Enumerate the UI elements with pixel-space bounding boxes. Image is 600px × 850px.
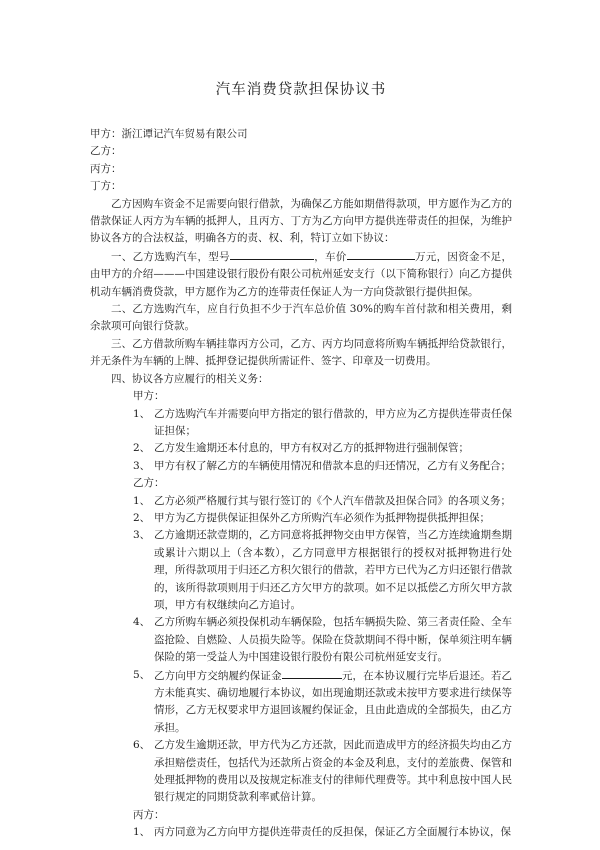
parties-block: [90, 126, 512, 196]
party-yi: [90, 143, 512, 160]
item-text: 乙方发生逾期还本付息的，甲方有权对乙方的抵押物进行强制保管；: [154, 442, 469, 455]
item-text: 甲方为乙方提供保证担保外乙方所购汽车必须作为抵押物提供抵押担保；: [154, 511, 490, 524]
item-text: 乙方选购汽车并需要向甲方指定的银行借款的，甲方应为乙方提供连带责任保证担保；: [154, 407, 512, 437]
deposit-text-part1: 乙方向甲方交纳履约保证金: [154, 669, 282, 682]
item-number: 5、: [133, 668, 151, 681]
clause-1: [90, 248, 512, 301]
item-number: 3、: [133, 529, 151, 542]
party-jia: [90, 126, 512, 143]
yi-obligation-item: [90, 527, 512, 614]
party-yi-label: 乙方：: [90, 145, 122, 158]
yi-obligation-item: [90, 493, 512, 510]
bing-obligations-heading: 丙方：: [133, 808, 165, 821]
document-title: 汽车消费贷款担保协议书: [215, 82, 387, 98]
item-number: 1、: [133, 826, 151, 839]
yi-obligation-item: [90, 614, 512, 666]
item-text: 乙方所购车辆必须投保机动车辆保险，包括车辆损失险、第三者责任险、全车盗抢险、自燃险、人员损失险等。保险在贷款期间不得中断，保单须注明车辆保险的第一受益人为中国建设银行股份有限公司杭州延安支行。: [154, 616, 512, 664]
jia-obligation-item: [90, 406, 512, 441]
clause-2: 二、乙方选购汽车，应自行负担不少于汽车总价值 30%的购车首付款和相关费用，剩余款项可向银行贷款。: [90, 303, 512, 333]
yi-obligation-item: [90, 737, 512, 807]
item-text: 乙方逾期还款壹期的，乙方同意将抵押物交由甲方保管，当乙方连续逾期叁期或累计六期以上（含本数），乙方同意甲方根据银行的授权对抵押物进行处理，所得款项用于归还乙方积欠银行的借款，若甲方已代为乙方归还银行借款的，该所得款项则用于归还乙方欠甲方的款项。如不足以抵偿乙方所欠甲方款项，甲方有权继续向乙方追讨。: [154, 529, 512, 611]
deposit-text-part2: 元，在本协议履行完毕后退还。若乙方未能真实、确切地履行本协议，如出现逾期还款或未按甲方要求进行续保等情形，乙方无权要求甲方退回该履约保证金，且由此造成的全部损失，由乙方承担。: [154, 669, 513, 734]
item-text: 乙方必须严格履行其与银行签订的《个人汽车借款及担保合同》的各项义务；: [154, 494, 511, 507]
jia-obligations-heading: 甲方：: [133, 390, 165, 403]
model-blank: [230, 248, 314, 260]
party-jia-label: 甲方：: [90, 128, 122, 140]
party-ding: [90, 178, 512, 195]
bing-obligation-item: [90, 824, 512, 841]
party-bing: [90, 161, 512, 178]
clause-1-part1: 一、乙方选购汽车，型号: [111, 250, 230, 263]
yi-obligation-item: [90, 510, 512, 527]
item-number: 1、: [133, 407, 151, 420]
jia-obligation-item: [90, 440, 512, 457]
item-number: 6、: [133, 739, 151, 752]
price-blank: [347, 248, 415, 260]
item-number: 2、: [133, 442, 151, 455]
party-jia-name: 浙江谭记汽车贸易有限公司: [121, 128, 248, 140]
item-number: 2、: [133, 511, 151, 524]
clause-4: 四、协议各方应履行的相关义务：: [111, 372, 269, 385]
item-number: 3、: [133, 459, 151, 472]
yi-obligations-heading: 乙方：: [133, 477, 165, 490]
item-text: 乙方发生逾期还款，甲方代为乙方还款，因此而造成甲方的经济损失均由乙方承担赔偿责任，包括代为还款所占资金的本金及利息，支付的差旅费、保管和处理抵押物的费用以及按规定标准支付的律师代理费等。其中利息按中国人民银行规定的同期贷款利率贰倍计算。: [154, 739, 512, 804]
clause-1-part3: 万元，因资金不足，由甲方的介绍———中国建设银行股份有限公司杭州延安支行（以下简称银行）向乙方提供机动车辆消费贷款，甲方愿作为乙方的连带责任保证人为一方向贷款银行提供担保。: [90, 250, 512, 298]
item-text: [154, 667, 512, 738]
item-text: 丙方同意为乙方向甲方提供连带责任的反担保，保证乙方全面履行本协议，保: [154, 826, 511, 839]
party-bing-label: 丙方：: [90, 162, 122, 175]
party-ding-label: 丁方：: [90, 180, 122, 193]
clause-1-part2: ，车价: [313, 250, 347, 263]
yi-obligation-item: [90, 667, 512, 738]
jia-obligation-item: [90, 458, 512, 475]
item-number: 4、: [133, 616, 151, 629]
item-text: 甲方有权了解乙方的车辆使用情况和借款本息的归还情况，乙方有义务配合；: [154, 459, 511, 472]
item-number: 1、: [133, 494, 151, 507]
clause-3: 三、乙方借款所购车辆挂靠丙方公司，乙方、丙方均同意将所购车辆抵押给贷款银行，并无条件为车辆的上牌、抵押登记提供所需证件、签字、印章及一切费用。: [90, 337, 512, 368]
deposit-blank: [282, 667, 342, 679]
intro-paragraph: 乙方因购车资金不足需要向银行借款，为确保乙方能如期借得款项，甲方愿作为乙方的借款保证人丙方为车辆的抵押人，且丙方、丁方为乙方向甲方提供连带责任的担保，为维护协议各方的合法权益，明确各方的责、权、利，特订立如下协议：: [90, 197, 512, 245]
